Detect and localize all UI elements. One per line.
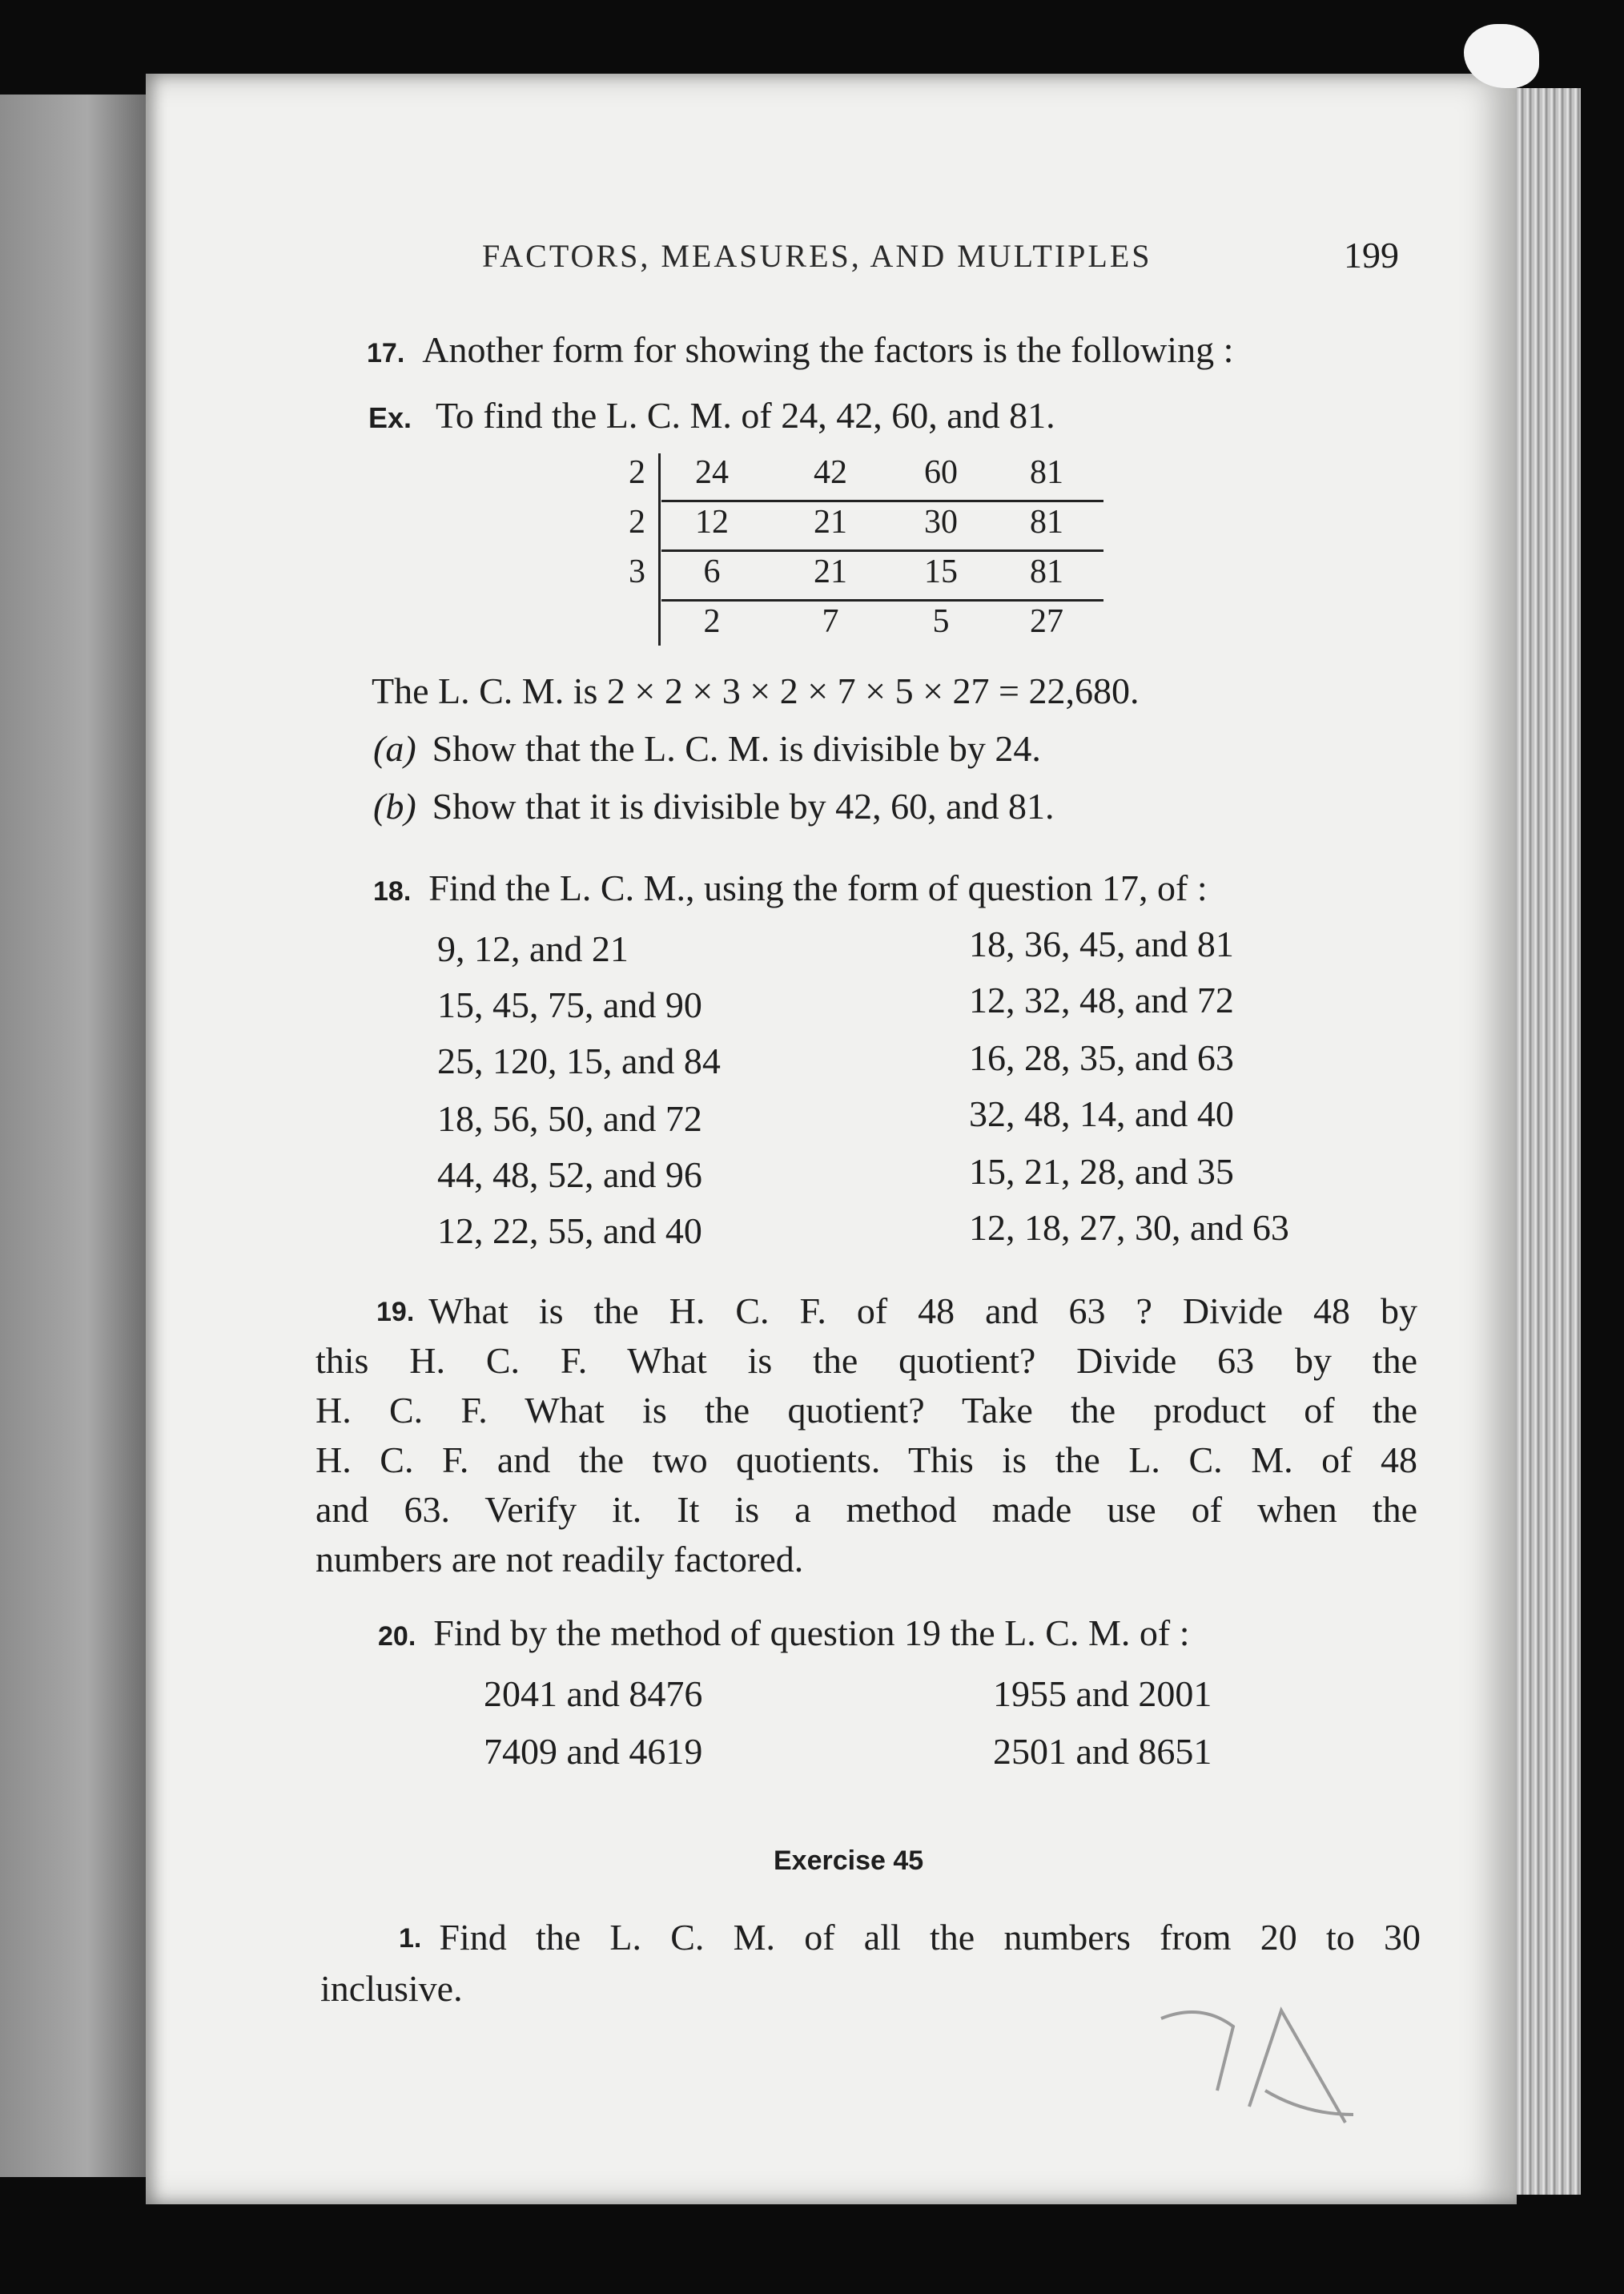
- question-18-intro: [373, 867, 1208, 909]
- table-cell: 15: [924, 553, 958, 590]
- adjacent-page-edge: [0, 95, 146, 2177]
- list-item: 1955 and 2001: [993, 1673, 1212, 1714]
- table-rule: [661, 549, 1103, 552]
- divisor: 2: [629, 454, 645, 491]
- table-cell: 5: [932, 603, 950, 640]
- example-label: Ex.: [368, 401, 412, 434]
- part-text: Show that the L. C. M. is divisible by 24.: [432, 728, 1041, 769]
- list-item: 15, 45, 75, and 90: [437, 984, 702, 1025]
- lcm-result: The L. C. M. is 2 × 2 × 3 × 2 × 7 × 5 × 27 = 22,680.: [372, 670, 1140, 711]
- table-cell: 42: [814, 454, 847, 491]
- page-stack-edge: [1517, 88, 1581, 2195]
- table-cell: 24: [695, 454, 729, 491]
- part-label: (b): [373, 786, 416, 827]
- running-header: FACTORS, MEASURES, AND MULTIPLES: [482, 238, 1152, 274]
- list-item: 2501 and 8651: [993, 1731, 1212, 1772]
- table-cell: 27: [1030, 603, 1063, 640]
- table-cell: 12: [695, 504, 729, 541]
- question-text: Find the L. C. M. of all the numbers from 20 to 30: [439, 1917, 1421, 1958]
- table-cell: 2: [703, 603, 721, 640]
- question-text: What is the H. C. F. of 48 and 63 ? Divide 48 by: [428, 1290, 1417, 1331]
- part-b: [373, 785, 1055, 827]
- divisor: 2: [629, 504, 645, 541]
- question-19-line: [376, 1290, 1417, 1334]
- table-cell: 30: [924, 504, 958, 541]
- question-number: 20.: [378, 1621, 416, 1652]
- table-cell: 81: [1030, 504, 1063, 541]
- question-text: H. C. F. and the two quotients. This is the L. C. M. of 48: [316, 1439, 1417, 1480]
- question-20-intro: [378, 1612, 1189, 1654]
- list-item: 44, 48, 52, and 96: [437, 1154, 702, 1195]
- question-number: 17.: [367, 338, 405, 368]
- question-text: H. C. F. What is the quotient? Take the product of the: [316, 1390, 1417, 1431]
- book-page: [146, 74, 1517, 2204]
- table-cell: 21: [814, 504, 847, 541]
- table-vertical-rule: [658, 453, 661, 646]
- question-text: Another form for showing the factors is the following :: [422, 329, 1234, 370]
- part-label: (a): [373, 728, 416, 769]
- question-text: this H. C. F. What is the quotient? Divide 63 by the: [316, 1340, 1417, 1381]
- question-text: numbers are not readily factored.: [316, 1539, 804, 1580]
- list-item: 32, 48, 14, and 40: [969, 1093, 1234, 1134]
- part-a: [373, 727, 1041, 770]
- table-cell: 81: [1030, 553, 1063, 590]
- table-cell: 81: [1030, 454, 1063, 491]
- question-text: inclusive.: [320, 1968, 463, 2009]
- list-item: 12, 22, 55, and 40: [437, 1210, 702, 1251]
- example-line: [368, 394, 1055, 437]
- exercise-title: Exercise 45: [774, 1845, 924, 1876]
- question-text: and 63. Verify it. It is a method made use of when the: [316, 1489, 1417, 1530]
- table-rule: [661, 599, 1103, 602]
- question-text: Find the L. C. M., using the form of question 17, of :: [428, 867, 1208, 908]
- list-item: 18, 36, 45, and 81: [969, 924, 1234, 964]
- question-text: Find by the method of question 19 the L. C. M. of :: [433, 1612, 1190, 1653]
- page-number: 199: [1344, 235, 1399, 276]
- list-item: 25, 120, 15, and 84: [437, 1040, 721, 1081]
- list-item: 12, 18, 27, 30, and 63: [969, 1207, 1289, 1248]
- list-item: 9, 12, and 21: [437, 928, 629, 969]
- exercise-question-1: [399, 1916, 1421, 1961]
- list-item: 18, 56, 50, and 72: [437, 1098, 702, 1139]
- question-number: 19.: [376, 1297, 415, 1327]
- question-number: 18.: [373, 876, 412, 907]
- table-cell: 21: [814, 553, 847, 590]
- pencil-mark: [1145, 1994, 1377, 2147]
- example-text: To find the L. C. M. of 24, 42, 60, and 81.: [436, 395, 1055, 436]
- part-text: Show that it is divisible by 42, 60, and 81.: [432, 786, 1055, 827]
- list-item: 12, 32, 48, and 72: [969, 980, 1234, 1020]
- table-cell: 7: [822, 603, 839, 640]
- question-17-intro: [367, 328, 1233, 371]
- list-item: 2041 and 8476: [484, 1673, 703, 1714]
- table-cell: 6: [703, 553, 721, 590]
- list-item: 15, 21, 28, and 35: [969, 1151, 1234, 1192]
- question-number: 1.: [399, 1923, 422, 1954]
- list-item: 16, 28, 35, and 63: [969, 1037, 1234, 1078]
- division-table: [609, 453, 1105, 654]
- table-cell: 60: [924, 454, 958, 491]
- divisor: 3: [629, 553, 645, 590]
- list-item: 7409 and 4619: [484, 1731, 703, 1772]
- table-rule: [661, 500, 1103, 502]
